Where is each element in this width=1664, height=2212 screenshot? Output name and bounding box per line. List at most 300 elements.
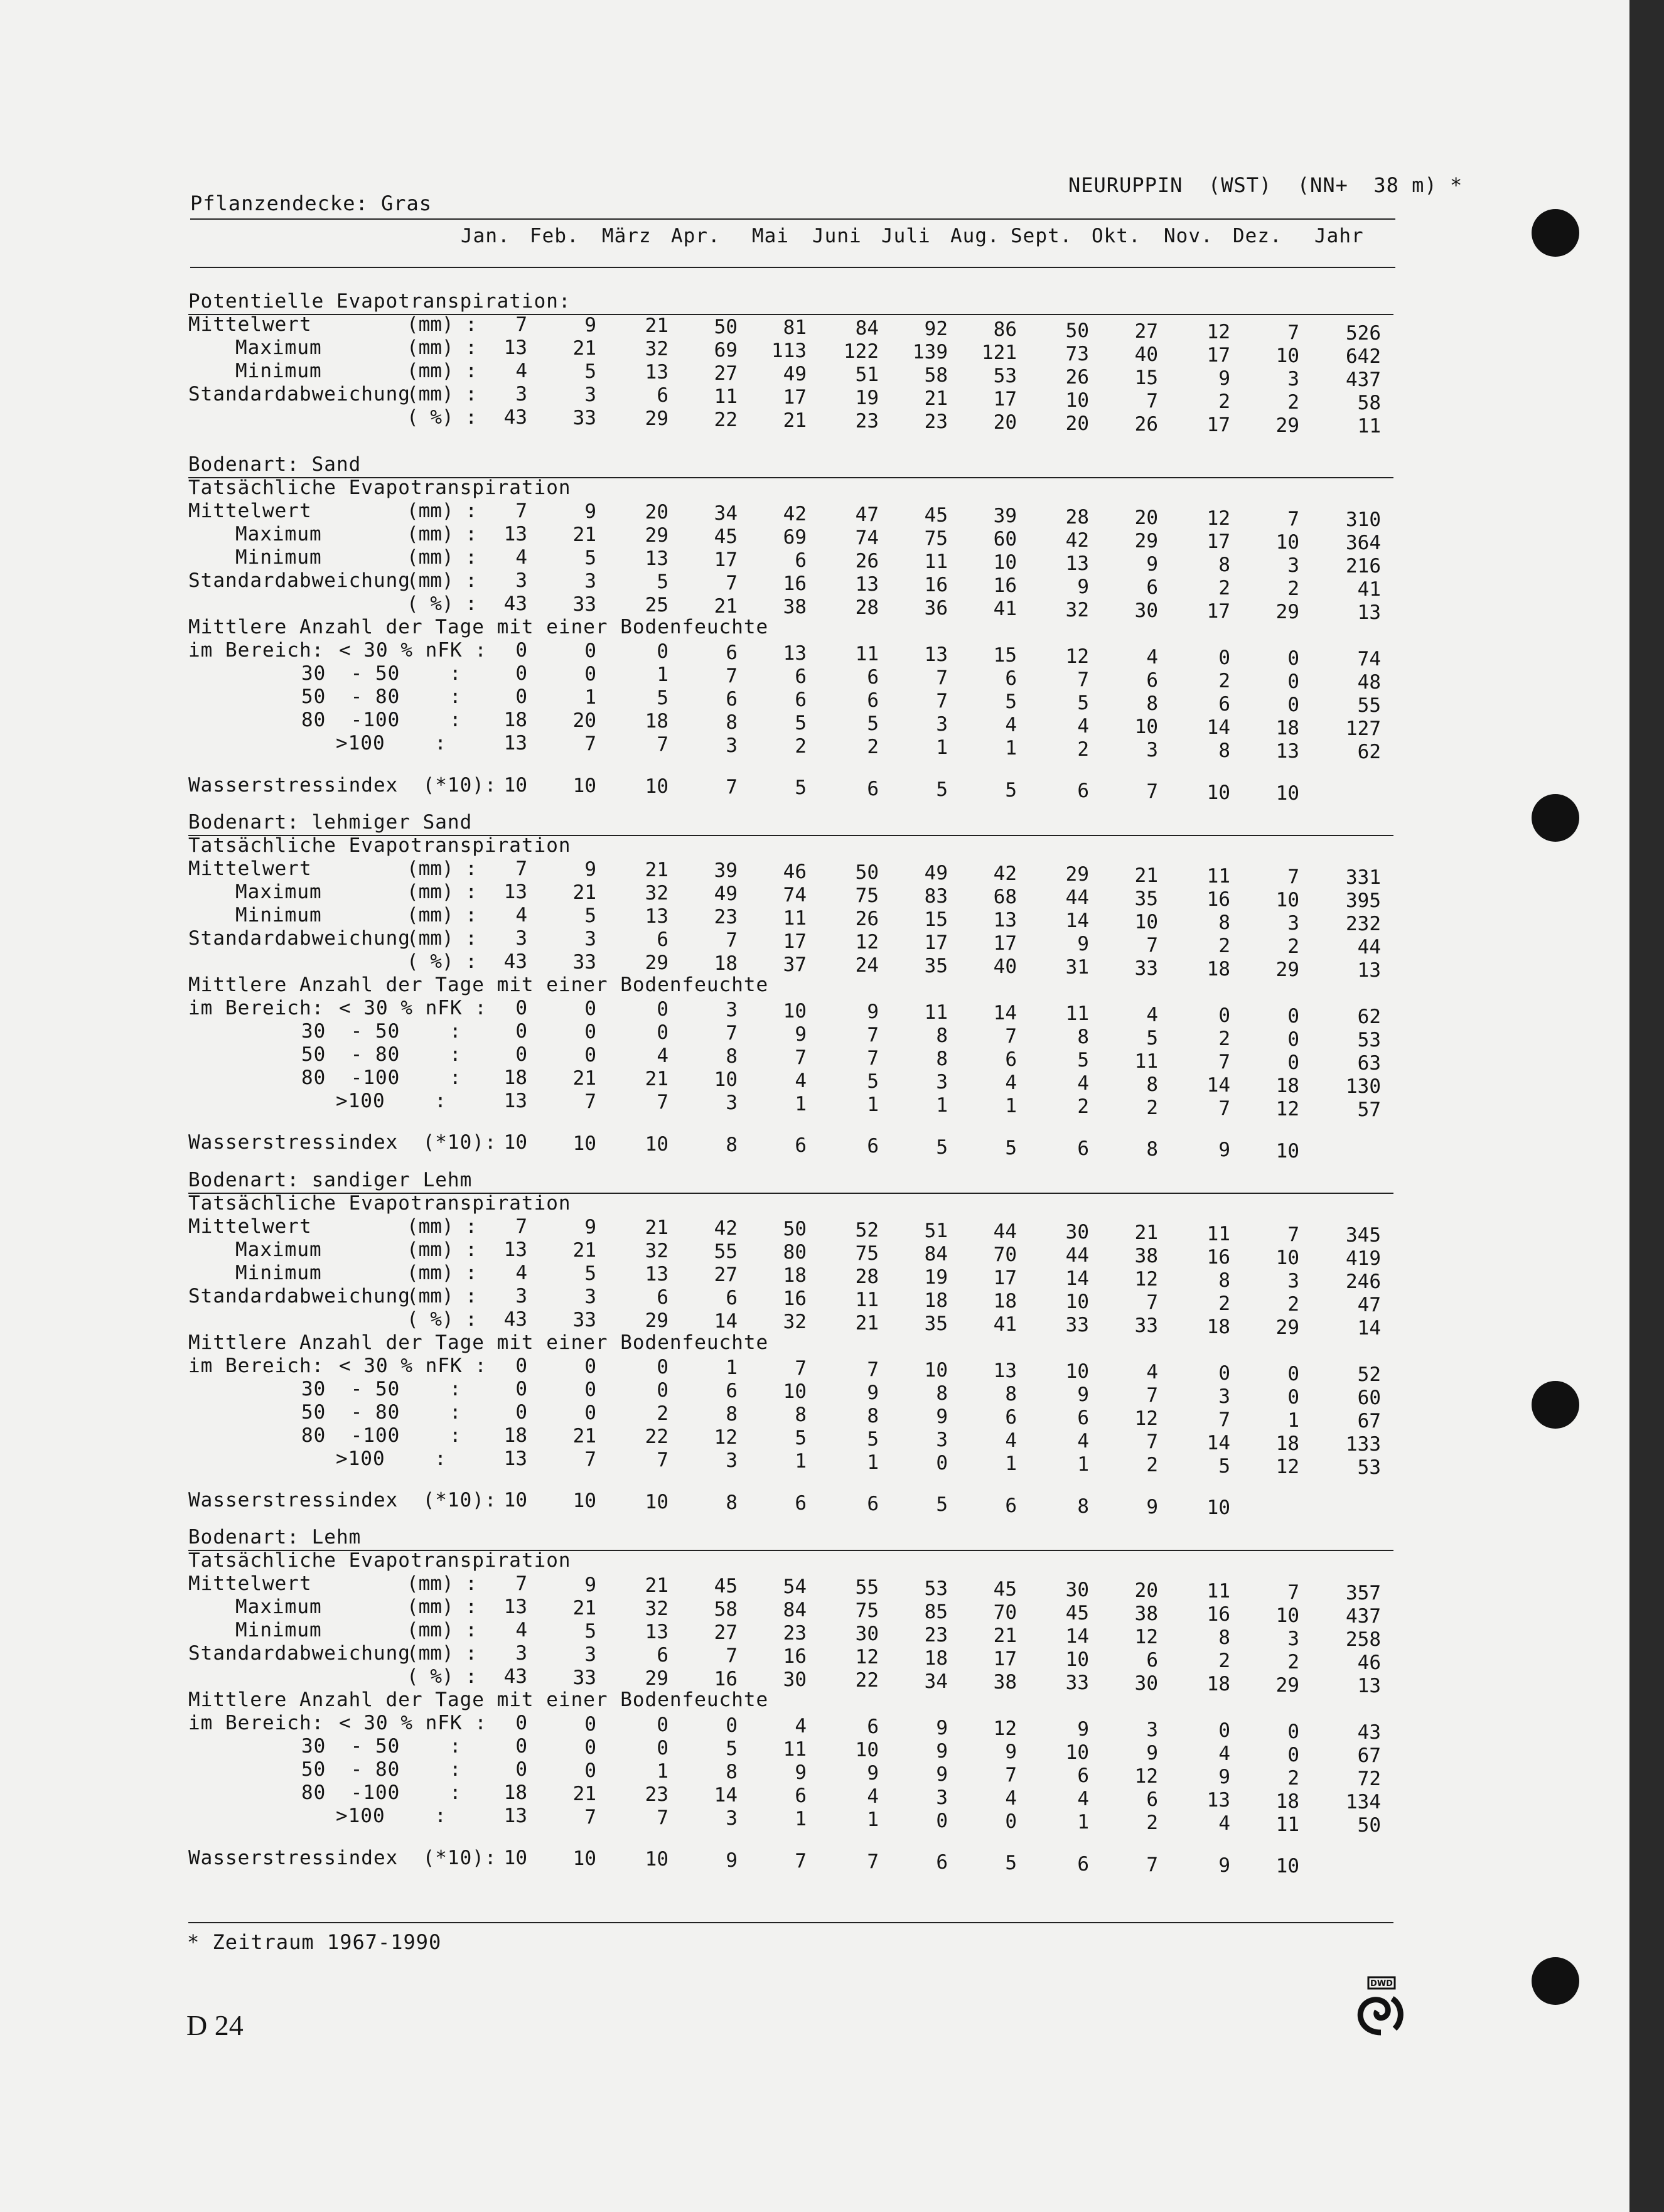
value-cell: 6 — [1005, 1048, 1017, 1071]
value-cell: 13 — [645, 905, 668, 928]
value-cell: 0 — [1218, 1004, 1230, 1027]
value-cell: 10 — [714, 1068, 738, 1092]
value-cell: 1 — [936, 736, 948, 760]
value-cell: 12 — [1134, 1626, 1158, 1649]
value-cell: 5 — [936, 778, 948, 801]
row-label: Maximum — [235, 1238, 322, 1261]
value-cell: 7 — [1287, 508, 1299, 531]
value-cell: 1 — [1077, 1453, 1089, 1476]
value-cell: 92 — [924, 318, 948, 341]
value-cell: 5 — [795, 776, 807, 800]
range-row — [0, 662, 1444, 694]
value-cell: 345 — [1346, 1223, 1381, 1247]
value-cell: 6 — [1077, 1407, 1089, 1430]
value-cell: 23 — [645, 1783, 668, 1806]
value-cell: 3 — [584, 1643, 596, 1666]
value-cell: 36 — [924, 597, 948, 620]
value-cell: 7 — [1287, 321, 1299, 345]
value-cell: 13 — [503, 732, 527, 754]
value-cell: 35 — [924, 954, 948, 977]
value-cell: 22 — [645, 1425, 668, 1448]
value-cell: 23 — [924, 1623, 948, 1646]
value-cell: 42 — [783, 502, 807, 525]
value-cell: 5 — [1005, 690, 1017, 714]
value-cell: 9 — [584, 857, 596, 881]
value-cell: 33 — [1065, 1671, 1089, 1694]
value-cell: 18 — [714, 952, 738, 975]
value-cell: 9 — [936, 1405, 948, 1428]
value-cell: 29 — [1275, 1673, 1299, 1697]
range-row — [0, 1758, 1444, 1790]
value-cell: 8 — [867, 1404, 879, 1427]
value-cell: 6 — [1005, 667, 1017, 690]
value-cell: 20 — [1134, 506, 1158, 529]
value-cell: 17 — [993, 932, 1017, 955]
value-cell: 58 — [1357, 392, 1381, 415]
table-row — [0, 569, 1444, 601]
value-cell: 10 — [1275, 531, 1299, 554]
value-cell: 7 — [795, 1046, 807, 1069]
value-cell: 40 — [993, 955, 1017, 979]
value-cell: 18 — [783, 1264, 807, 1287]
value-cell: 4 — [1005, 1786, 1017, 1810]
value-cell: 9 — [726, 1849, 738, 1872]
value-cell: 8 — [1218, 911, 1230, 934]
value-cell: 0 — [657, 1355, 668, 1378]
value-cell: 21 — [714, 594, 738, 618]
range-row — [0, 709, 1444, 741]
value-cell: 1 — [867, 1093, 879, 1116]
punch-hole — [1532, 209, 1579, 257]
value-cell: 85 — [924, 1600, 948, 1623]
value-cell: 25 — [645, 594, 668, 617]
value-cell: 127 — [1346, 717, 1381, 741]
value-cell: 34 — [714, 502, 738, 525]
range-prefix: im Bereich: — [188, 996, 325, 1019]
table-row — [0, 1307, 1444, 1340]
value-cell: 7 — [1218, 1097, 1230, 1120]
value-cell: 0 — [726, 1714, 738, 1737]
value-cell: 7 — [584, 733, 596, 756]
value-cell: 45 — [714, 1574, 738, 1597]
range-row — [0, 1781, 1444, 1813]
value-cell: 18 — [503, 1424, 527, 1447]
value-cell: 113 — [771, 339, 807, 362]
value-cell: 13 — [645, 361, 668, 384]
value-cell: 21 — [645, 859, 668, 882]
value-cell: 7 — [726, 929, 738, 952]
value-cell: 3 — [936, 713, 948, 736]
value-cell: 0 — [1218, 1719, 1230, 1742]
column-header: Dez. — [1233, 225, 1282, 247]
value-cell: 2 — [1218, 1292, 1230, 1315]
value-cell: 14 — [1206, 1431, 1230, 1454]
value-cell: 19 — [855, 387, 879, 409]
value-cell: 10 — [1275, 888, 1299, 911]
value-cell: 4 — [1146, 1003, 1158, 1026]
value-cell: 3 — [1287, 911, 1299, 935]
value-cell: 13 — [924, 643, 948, 667]
value-cell: 10 — [783, 999, 807, 1023]
value-cell: 74 — [783, 883, 807, 906]
value-cell: 5 — [726, 1737, 738, 1760]
column-header: Sept. — [1011, 225, 1073, 247]
value-cell: 3 — [936, 1070, 948, 1093]
value-cell: 4 — [1005, 1429, 1017, 1452]
value-cell: 5 — [584, 547, 596, 570]
value-cell: 55 — [714, 1240, 738, 1264]
value-cell: 23 — [783, 1622, 807, 1645]
value-cell: 21 — [993, 1624, 1017, 1647]
value-cell: 20 — [1134, 1579, 1158, 1603]
row-label: 30 - 50 : — [301, 1735, 462, 1758]
value-cell: 2 — [1218, 670, 1230, 692]
value-cell: 10 — [572, 774, 596, 797]
row-unit: (mm) : — [407, 523, 477, 545]
value-cell: 11 — [783, 906, 807, 930]
value-cell: 35 — [1134, 887, 1158, 910]
value-cell: 0 — [1287, 670, 1299, 694]
value-cell: 6 — [867, 689, 879, 712]
value-cell: 3 — [1218, 1385, 1230, 1408]
column-header: Nov. — [1164, 225, 1213, 247]
value-cell: 526 — [1346, 322, 1381, 345]
value-cell: 216 — [1346, 555, 1381, 578]
value-cell: 86 — [993, 318, 1017, 341]
value-cell: 6 — [657, 928, 668, 952]
value-cell: 8 — [726, 1045, 738, 1068]
value-cell: 6 — [1077, 780, 1089, 803]
value-cell: 2 — [1218, 577, 1230, 599]
value-cell: 10 — [572, 1132, 596, 1155]
value-cell: 6 — [795, 1134, 807, 1157]
value-cell: 7 — [1218, 1050, 1230, 1073]
value-cell: 1 — [1287, 1409, 1299, 1432]
subsection-title: Mittlere Anzahl der Tage mit einer Bodenfeuchte — [188, 616, 769, 638]
subsection-title: Tatsächliche Evapotranspiration — [188, 1549, 571, 1572]
value-cell: 9 — [867, 1000, 879, 1023]
row-label: >100 : — [336, 1805, 447, 1828]
value-cell: 6 — [936, 1851, 948, 1874]
value-cell: 357 — [1346, 1581, 1381, 1604]
row-unit: (mm) : — [407, 1596, 477, 1619]
section-rule — [188, 1922, 1393, 1923]
value-cell: 18 — [1275, 1074, 1299, 1097]
value-cell: 1 — [795, 1092, 807, 1115]
value-cell: 10 — [1275, 1246, 1299, 1269]
range-row — [0, 1019, 1444, 1052]
value-cell: 4 — [1077, 1787, 1089, 1810]
value-cell: 7 — [1146, 780, 1158, 803]
value-cell: 17 — [783, 930, 807, 953]
value-cell: 70 — [993, 1601, 1017, 1624]
value-cell: 9 — [1077, 933, 1089, 956]
value-cell: 31 — [1065, 956, 1089, 979]
soil-title: Bodenart: Lehm — [188, 1526, 362, 1549]
row-unit: ( %) : — [407, 406, 477, 429]
value-cell: 3 — [726, 734, 738, 757]
row-label: < 30 % nFK : — [339, 639, 487, 662]
value-cell: 7 — [515, 1215, 527, 1238]
value-cell: 0 — [515, 1019, 527, 1043]
value-cell: 49 — [714, 883, 738, 906]
column-header: Apr. — [671, 225, 721, 247]
value-cell: 3 — [515, 383, 527, 405]
row-label: 30 - 50 : — [301, 662, 462, 685]
value-cell: 18 — [503, 1781, 527, 1805]
value-cell: 32 — [645, 1597, 668, 1620]
value-cell: 8 — [1218, 1626, 1230, 1650]
value-cell: 10 — [1275, 1139, 1299, 1162]
value-cell: 53 — [1357, 1029, 1381, 1052]
value-cell: 7 — [657, 1806, 668, 1829]
value-cell: 8 — [726, 1403, 738, 1426]
value-cell: 29 — [645, 407, 668, 431]
value-cell: 13 — [645, 547, 668, 571]
value-cell: 33 — [1134, 1314, 1158, 1338]
value-cell: 44 — [1357, 936, 1381, 959]
value-cell: 38 — [1134, 1603, 1158, 1626]
value-cell: 75 — [855, 1599, 879, 1623]
value-cell: 18 — [924, 1646, 948, 1670]
table-row — [0, 523, 1444, 555]
value-cell: 0 — [657, 1378, 668, 1402]
value-cell: 18 — [1275, 717, 1299, 740]
value-cell: 331 — [1346, 866, 1381, 889]
value-cell: 0 — [657, 640, 668, 663]
value-cell: 9 — [1077, 1717, 1089, 1741]
value-cell: 84 — [855, 317, 879, 340]
value-cell: 8 — [936, 1382, 948, 1405]
value-cell: 10 — [1206, 781, 1230, 804]
range-row — [0, 1400, 1444, 1432]
value-cell: 17 — [1206, 530, 1230, 553]
value-cell: 20 — [645, 501, 668, 524]
value-cell: 9 — [584, 500, 596, 523]
value-cell: 17 — [993, 1266, 1017, 1289]
value-cell: 6 — [726, 1287, 738, 1310]
value-cell: 0 — [1287, 1004, 1299, 1028]
value-cell: 4 — [1146, 1361, 1158, 1384]
value-cell: 23 — [855, 410, 879, 432]
value-cell: 74 — [1357, 648, 1381, 671]
value-cell: 28 — [855, 596, 879, 619]
value-cell: 3 — [936, 1428, 948, 1451]
value-cell: 22 — [714, 408, 738, 431]
value-cell: 5 — [936, 1136, 948, 1159]
value-cell: 0 — [584, 640, 596, 663]
value-cell: 14 — [1357, 1316, 1381, 1340]
value-cell: 10 — [572, 1490, 596, 1513]
value-cell: 33 — [572, 1666, 596, 1689]
column-header: Jahr — [1314, 225, 1364, 247]
table-row — [0, 880, 1444, 913]
value-cell: 16 — [714, 1667, 738, 1690]
value-cell: 43 — [503, 950, 527, 973]
value-cell: 4 — [795, 1069, 807, 1092]
value-cell: 11 — [1275, 1813, 1299, 1836]
table-row — [0, 1284, 1444, 1316]
value-cell: 642 — [1346, 345, 1381, 368]
row-unit: (mm) : — [407, 313, 477, 336]
value-cell: 7 — [1146, 1431, 1158, 1454]
value-cell: 20 — [572, 709, 596, 733]
value-cell: 53 — [924, 1577, 948, 1600]
row-unit: (mm) : — [407, 336, 477, 359]
range-row — [0, 685, 1444, 717]
table-row — [0, 1215, 1444, 1247]
row-unit: (mm) : — [407, 857, 477, 880]
table-row — [0, 546, 1444, 578]
value-cell: 0 — [1287, 647, 1299, 670]
value-cell: 47 — [1357, 1293, 1381, 1316]
value-cell: 19 — [924, 1265, 948, 1289]
value-cell: 41 — [1357, 578, 1381, 601]
row-unit: (mm) : — [407, 1284, 477, 1307]
value-cell: 8 — [795, 1404, 807, 1427]
range-row — [0, 996, 1444, 1029]
value-cell: 27 — [1134, 319, 1158, 343]
value-cell: 4 — [1146, 645, 1158, 668]
value-cell: 5 — [1005, 1136, 1017, 1159]
value-cell: 49 — [924, 861, 948, 884]
table-row — [0, 1642, 1444, 1674]
value-cell: 2 — [1218, 1027, 1230, 1050]
value-cell: 7 — [936, 667, 948, 690]
value-cell: 1 — [795, 1450, 807, 1473]
value-cell: 10 — [503, 773, 527, 797]
value-cell: 3 — [726, 999, 738, 1022]
value-cell: 0 — [584, 1712, 596, 1736]
row-label: Maximum — [235, 880, 322, 903]
value-cell: 10 — [503, 1489, 527, 1512]
value-cell: 4 — [1005, 1071, 1017, 1095]
value-cell: 7 — [1287, 865, 1299, 888]
value-cell: 13 — [993, 1359, 1017, 1382]
value-cell: 15 — [1134, 366, 1158, 389]
value-cell: 2 — [1287, 1766, 1299, 1790]
value-cell: 12 — [855, 1646, 879, 1669]
value-cell: 12 — [993, 1717, 1017, 1740]
value-cell: 7 — [584, 1805, 596, 1828]
value-cell: 50 — [855, 861, 879, 884]
value-cell: 10 — [645, 775, 668, 798]
value-cell: 18 — [993, 1289, 1017, 1313]
value-cell: 2 — [1287, 935, 1299, 958]
value-cell: 75 — [924, 527, 948, 550]
value-cell: 23 — [924, 411, 948, 434]
value-cell: 10 — [993, 551, 1017, 574]
value-cell: 3 — [726, 1449, 738, 1473]
value-cell: 10 — [1065, 389, 1089, 412]
value-cell: 15 — [993, 644, 1017, 667]
value-cell: 13 — [993, 909, 1017, 932]
value-cell: 17 — [1206, 344, 1230, 367]
value-cell: 6 — [657, 384, 668, 407]
value-cell: 7 — [936, 690, 948, 713]
value-cell: 9 — [795, 1761, 807, 1785]
value-cell: 33 — [1134, 957, 1158, 980]
value-cell: 6 — [795, 1785, 807, 1808]
value-cell: 39 — [993, 505, 1017, 528]
value-cell: 11 — [1206, 864, 1230, 888]
value-cell: 26 — [1134, 412, 1158, 436]
value-cell: 0 — [1218, 647, 1230, 669]
svg-text:DWD: DWD — [1370, 1979, 1393, 1989]
value-cell: 8 — [1146, 692, 1158, 715]
value-cell: 3 — [584, 1285, 596, 1308]
value-cell: 10 — [924, 1358, 948, 1382]
value-cell: 34 — [924, 1670, 948, 1693]
value-cell: 10 — [503, 1847, 527, 1869]
value-cell: 18 — [645, 710, 668, 733]
value-cell: 7 — [726, 1644, 738, 1667]
value-cell: 5 — [795, 711, 807, 734]
value-cell: 17 — [993, 388, 1017, 411]
value-cell: 10 — [1065, 1291, 1089, 1314]
row-label: Standardabweichung — [188, 926, 411, 950]
value-cell: 2 — [1287, 1650, 1299, 1673]
punch-hole — [1532, 1957, 1579, 2005]
table-row — [0, 1596, 1444, 1628]
value-cell: 7 — [584, 1447, 596, 1471]
value-cell: 10 — [1065, 1741, 1089, 1764]
value-cell: 27 — [714, 1264, 738, 1287]
value-cell: 11 — [924, 1001, 948, 1024]
value-cell: 2 — [1287, 1292, 1299, 1316]
value-cell: 12 — [1206, 507, 1230, 530]
value-cell: 75 — [855, 884, 879, 907]
value-cell: 0 — [584, 1759, 596, 1782]
value-cell: 6 — [867, 1715, 879, 1739]
value-cell: 2 — [1287, 577, 1299, 601]
value-cell: 2 — [867, 736, 879, 758]
row-label: Minimum — [235, 1261, 322, 1284]
value-cell: 13 — [503, 1447, 527, 1470]
value-cell: 38 — [1134, 1245, 1158, 1268]
value-cell: 30 — [1134, 599, 1158, 622]
section-title: Potentielle Evapotranspiration: — [188, 290, 571, 313]
value-cell: 10 — [1065, 1648, 1089, 1671]
value-cell: 11 — [1065, 1002, 1089, 1026]
value-cell: 5 — [1077, 1049, 1089, 1072]
value-cell: 3 — [515, 569, 527, 592]
vegetation-cover: Pflanzendecke: Gras — [190, 191, 432, 215]
value-cell: 21 — [645, 314, 668, 338]
value-cell: 33 — [572, 407, 596, 430]
range-row — [0, 1712, 1444, 1744]
value-cell: 9 — [867, 1762, 879, 1785]
value-cell: 13 — [855, 573, 879, 596]
value-cell: 7 — [657, 733, 668, 756]
value-cell: 4 — [1218, 1812, 1230, 1835]
value-cell: 10 — [503, 1131, 527, 1154]
value-cell: 0 — [515, 1758, 527, 1781]
value-cell: 39 — [714, 859, 738, 883]
value-cell: 1 — [657, 663, 668, 687]
row-label: 30 - 50 : — [301, 1019, 462, 1043]
row-label: 80 -100 : — [301, 1424, 462, 1447]
row-label: 80 -100 : — [301, 709, 462, 731]
page-number: D 24 — [186, 2009, 244, 2041]
value-cell: 17 — [783, 385, 807, 409]
value-cell: 5 — [657, 571, 668, 594]
value-cell: 7 — [726, 664, 738, 687]
value-cell: 419 — [1346, 1247, 1381, 1270]
row-unit: (mm) : — [407, 1642, 477, 1665]
value-cell: 14 — [714, 1783, 738, 1807]
footnote: * Zeitraum 1967-1990 — [187, 1930, 442, 1954]
